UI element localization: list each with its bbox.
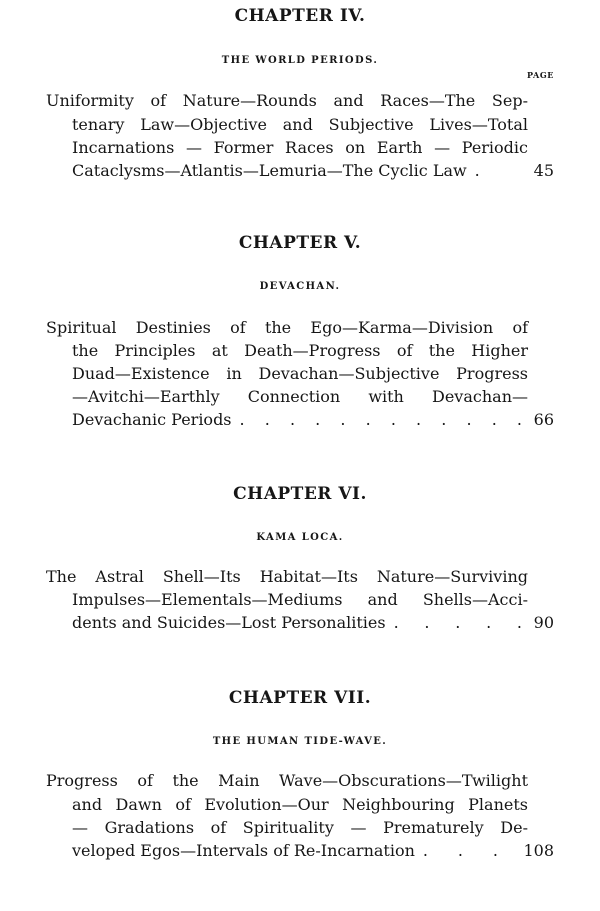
contents-line: dents and Suicides—Lost Personalities [72, 613, 386, 632]
chapter-heading: CHAPTER V. [238, 233, 362, 253]
dot-leader: . . . . . [393, 613, 528, 632]
chapter-title: DEVACHAN. [259, 281, 341, 292]
contents-line: —Avitchi—Earthly Connection with Devachan— [72, 387, 528, 406]
page-number: 45 [533, 161, 554, 180]
contents-final-line [72, 408, 528, 431]
contents-line: Duad—Existence in Devachan—Subjective Progress [72, 364, 528, 383]
chapter-heading: CHAPTER VI. [233, 484, 367, 504]
dot-leader: . [474, 161, 486, 180]
contents-line: and Dawn of Evolution—Our Neighbouring Planets [72, 795, 528, 814]
chapter-heading: CHAPTER VII. [228, 688, 372, 708]
contents-line: tenary Law—Objective and Subjective Lives—Total [72, 115, 528, 134]
contents-line: Spiritual Destinies of the Ego—Karma—Division of [46, 318, 528, 337]
chapter-heading: CHAPTER IV. [234, 6, 366, 26]
contents-line: Uniformity of Nature—Rounds and Races—The Sep- [46, 91, 528, 110]
contents-line: veloped Egos—Intervals of Re-Incarnation [72, 841, 415, 860]
page-number: 90 [533, 613, 554, 632]
contents-final-line [72, 611, 528, 634]
contents-final-line [72, 159, 528, 182]
contents-line: Incarnations — Former Races on Earth — Periodic [72, 138, 528, 157]
contents-line: Impulses—Elementals—Mediums and Shells—Acci- [72, 590, 528, 609]
chapter-title: THE WORLD PERIODS. [221, 55, 379, 66]
page-number: 66 [533, 410, 554, 429]
chapter-title: THE HUMAN TIDE-WAVE. [212, 736, 388, 747]
contents-line: Progress of the Main Wave—Obscurations—Twilight [46, 771, 528, 790]
contents-line: — Gradations of Spirituality — Prematurely De- [72, 818, 528, 837]
page-number: 108 [523, 841, 554, 860]
dot-leader: . . . [422, 841, 504, 860]
contents-line: Devachanic Periods [72, 410, 232, 429]
contents-final-line [72, 839, 504, 862]
dot-leader: . . . . . . . . . . . . [239, 410, 528, 429]
chapter-title: KAMA LOCA. [256, 532, 344, 543]
contents-line: The Astral Shell—Its Habitat—Its Nature—Surviving [46, 567, 528, 586]
page-column-label: PAGE [527, 70, 554, 80]
contents-line: the Principles at Death—Progress of the Higher [72, 341, 528, 360]
contents-line: Cataclysms—Atlantis—Lemuria—The Cyclic Law [72, 161, 467, 180]
